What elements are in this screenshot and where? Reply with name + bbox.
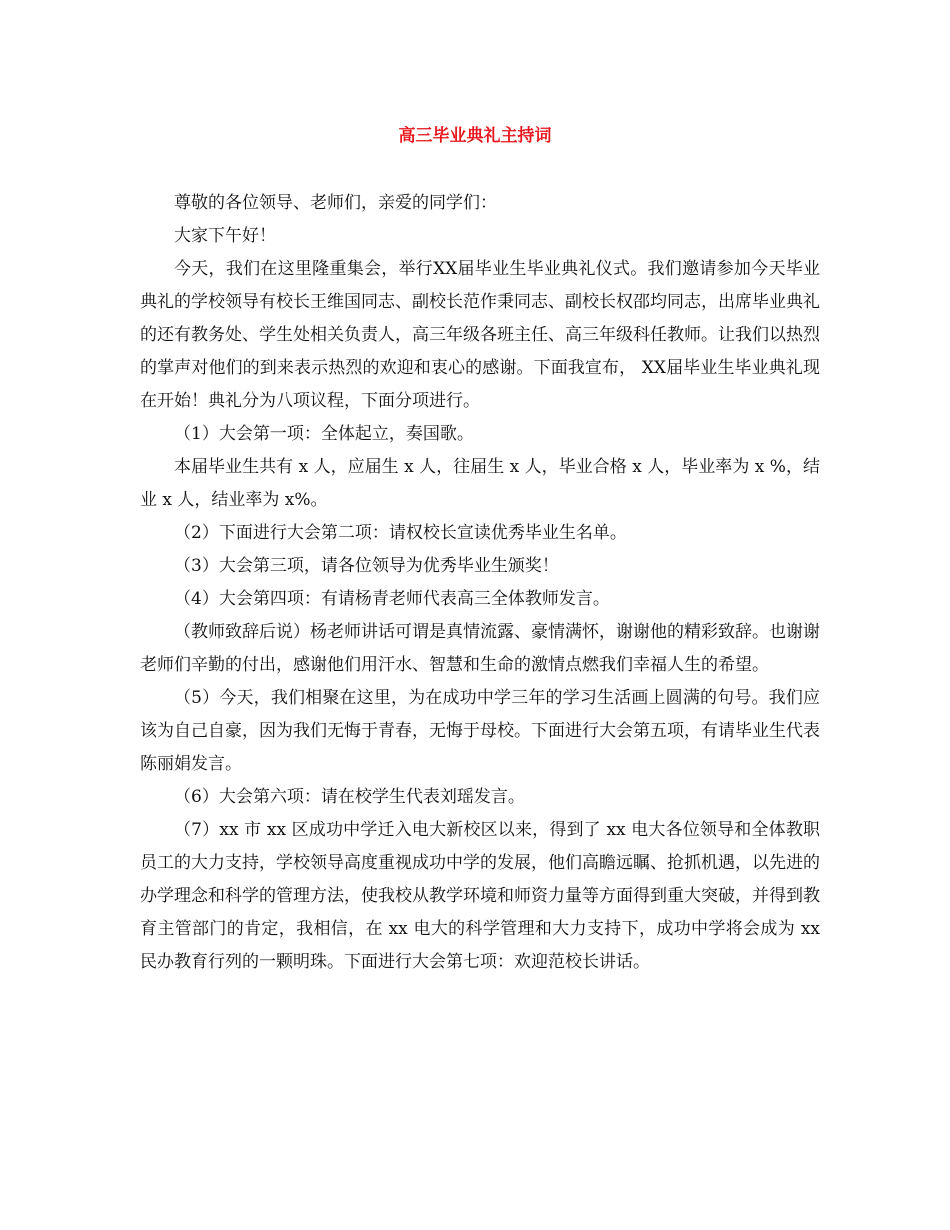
paragraph-opening: 今天，我们在这里隆重集会，举行XX届毕业生毕业典礼仪式。我们邀请参加今天毕业典礼的学校领导有校长王维国同志、副校长范作秉同志、副校长权邵均同志，出席毕业典礼的还有教务处、学生处相关负责人，高三年级各班主任、高三年级科任教师。让我们以热烈的掌声对他们的到来表示热烈的欢迎和衷心的感谢。下面我宣布， XX届毕业生毕业典礼现在开始！典礼分为八项议程，下面分项进行。: [140, 259, 820, 411]
paragraph-item-2: （2）下面进行大会第二项：请权校长宣读优秀毕业生名单。: [174, 523, 627, 543]
document-title: 高三毕业典礼主持词: [398, 126, 552, 146]
paragraph-item-4: （4）大会第四项：有请杨青老师代表高三全体教师发言。: [174, 589, 610, 609]
paragraph-greeting: 大家下午好！: [174, 226, 276, 246]
paragraph-item-3: （3）大会第三项，请各位领导为优秀毕业生颁奖！: [174, 556, 559, 576]
paragraph-item-6: （6）大会第六项：请在校学生代表刘瑶发言。: [174, 787, 525, 807]
paragraph-item-5: （5）今天，我们相聚在这里，为在成功中学三年的学习生活画上圆满的句号。我们应该为自己自豪，因为我们无悔于青春，无悔于母校。下面进行大会第五项，有请毕业生代表陈丽娟发言。: [140, 688, 820, 774]
paragraph-salutation: 尊敬的各位领导、老师们，亲爱的同学们：: [174, 193, 497, 213]
paragraph-statistics: 本届毕业生共有 x 人，应届生 x 人，往届生 x 人，毕业合格 x 人，毕业率为 x %，结业 x 人，结业率为 x%。: [140, 457, 820, 510]
paragraph-item-7: （7）xx 市 xx 区成功中学迁入电大新校区以来，得到了 xx 电大各位领导和全体教职员工的大力支持，学校领导高度重视成功中学的发展，他们高瞻远瞩、抢抓机遇，以先进的办学理念和科学的管理方法，使我校从教学环境和师资力量等方面得到重大突破，并得到教育主管部门的肯定，我相信，在 xx 电大的科学管理和大力支持下，成功中学将会成为 xx 民办教育行列的一颗明珠。下面进行大会第七项：欢迎范校长讲话。: [140, 820, 820, 972]
paragraph-item-1: （1）大会第一项：全体起立，奏国歌。: [174, 424, 474, 444]
document-body: [140, 187, 820, 979]
paragraph-teacher-thanks: （教师致辞后说）杨老师讲话可谓是真情流露、豪情满怀，谢谢他的精彩致辞。也谢谢老师们辛勤的付出，感谢他们用汗水、智慧和生命的激情点燃我们幸福人生的希望。: [140, 622, 820, 675]
